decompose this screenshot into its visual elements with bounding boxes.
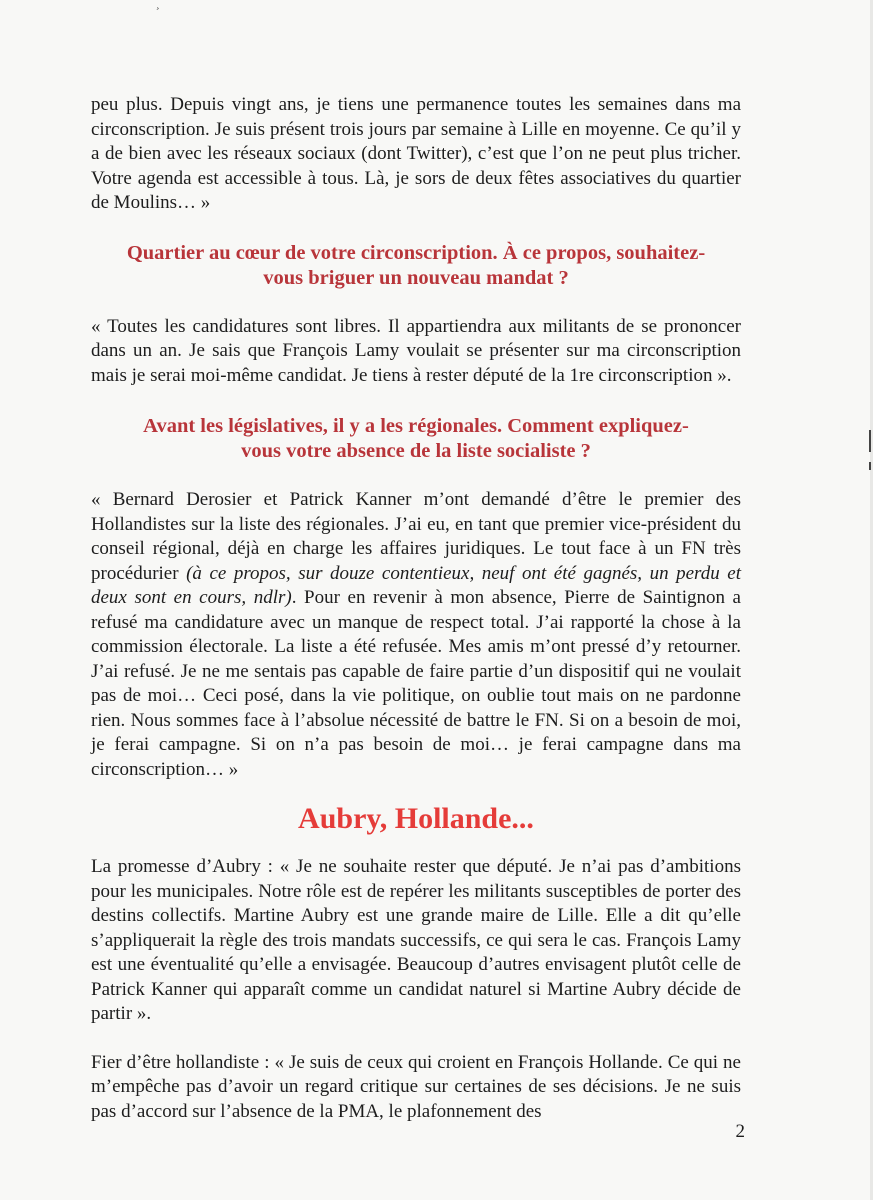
paragraph: La promesse d’Aubry : « Je ne souhaite rester que député. Je n’ai pas d’ambitions pour les municipales. Notre rôle est de repérer les militants susceptibles de porter des destins collectifs. Martine Aubry est une grande maire de Lille. Elle a dit qu’elle s’appliquerait la règle des trois mandats successifs, ce qui sera le cas. François Lamy est une éventualité qu’elle a envisagée. Beaucoup d’autres envisagent plutôt celle de Patrick Kanner qui apparaît comme un candidat naturel si Martine Aubry décide de partir ».: [91, 856, 741, 1024]
question-line: Avant les législatives, il y a les régionales. Comment expliquez-: [143, 415, 689, 437]
page-number: 2: [735, 1121, 745, 1142]
paragraph: Fier d’être hollandiste : « Je suis de ceux qui croient en François Hollande. Ce qui ne m’empêche pas d’avoir un regard critique sur certaines de ses décisions. Je ne suis pas d’accord sur l’absence de la PMA, le plafonnement des: [91, 1051, 741, 1122]
paragraph: [91, 488, 741, 782]
paragraph: peu plus. Depuis vingt ans, je tiens une permanence toutes les semaines dans ma circonscription. Je suis présent trois jours par semaine à Lille en moyenne. Ce qu’il y a de bien avec les réseaux sociaux (dont Twitter), c’est que l’on ne peut plus tricher. Votre agenda est accessible à tous. Là, je sors de deux fêtes associatives du quartier de Moulins… »: [91, 94, 741, 213]
question-line: vous votre absence de la liste socialiste ?: [241, 440, 591, 462]
interview-question: [91, 241, 741, 291]
paragraph-text: . Pour en revenir à mon absence, Pierre de Saintignon a refusé ma candidature avec un manque de respect total. J’ai rapporté la chose à la commission électorale. La liste a été refusée. Mes amis m’ont pressé d’y retourner. J’ai refusé. Je ne me sentais pas capable de faire partie d’un dispositif qui ne voulait pas de moi… Ceci posé, dans la vie politique, on oublie tout mais on ne pardonne rien. Nous sommes face à l’absolue nécessité de battre le FN. Si on a besoin de moi, je ferai campagne. Si on n’a pas besoin de moi… je ferai campagne dans ma circonscription… »: [91, 587, 741, 780]
interview-question: [91, 414, 741, 464]
question-line: vous briguer un nouveau mandat ?: [263, 266, 569, 289]
section-title: Aubry, Hollande...: [298, 802, 534, 835]
scan-speck: ¸: [156, 0, 160, 10]
question-line: Quartier au cœur de votre circonscription. À ce propos, souhaitez-: [126, 241, 706, 264]
paragraph-text: « Bernard Derosier et Patrick Kanner m’ont demandé d’être le premier des Hollandistes sur la liste des régionales. J’ai eu, en tant que premier vice-président du conseil régional, déjà en charge les affaires juridiques. Le tout face à un FN très procédurier: [91, 489, 741, 584]
article-body: [91, 93, 741, 1124]
scan-edge-mark: [869, 462, 871, 470]
scan-edge-mark: [869, 430, 871, 452]
paragraph: « Toutes les candidatures sont libres. Il appartiendra aux militants de se prononcer dans un an. Je sais que François Lamy voulait se présenter sur ma circonscription mais je serai moi-même candidat. Je tiens à rester député de la 1re circonscription ».: [91, 315, 741, 386]
editor-note: (à ce propos, sur douze contentieux, neuf ont été gagnés, un perdu et deux sont en cours, ndlr): [91, 562, 741, 608]
